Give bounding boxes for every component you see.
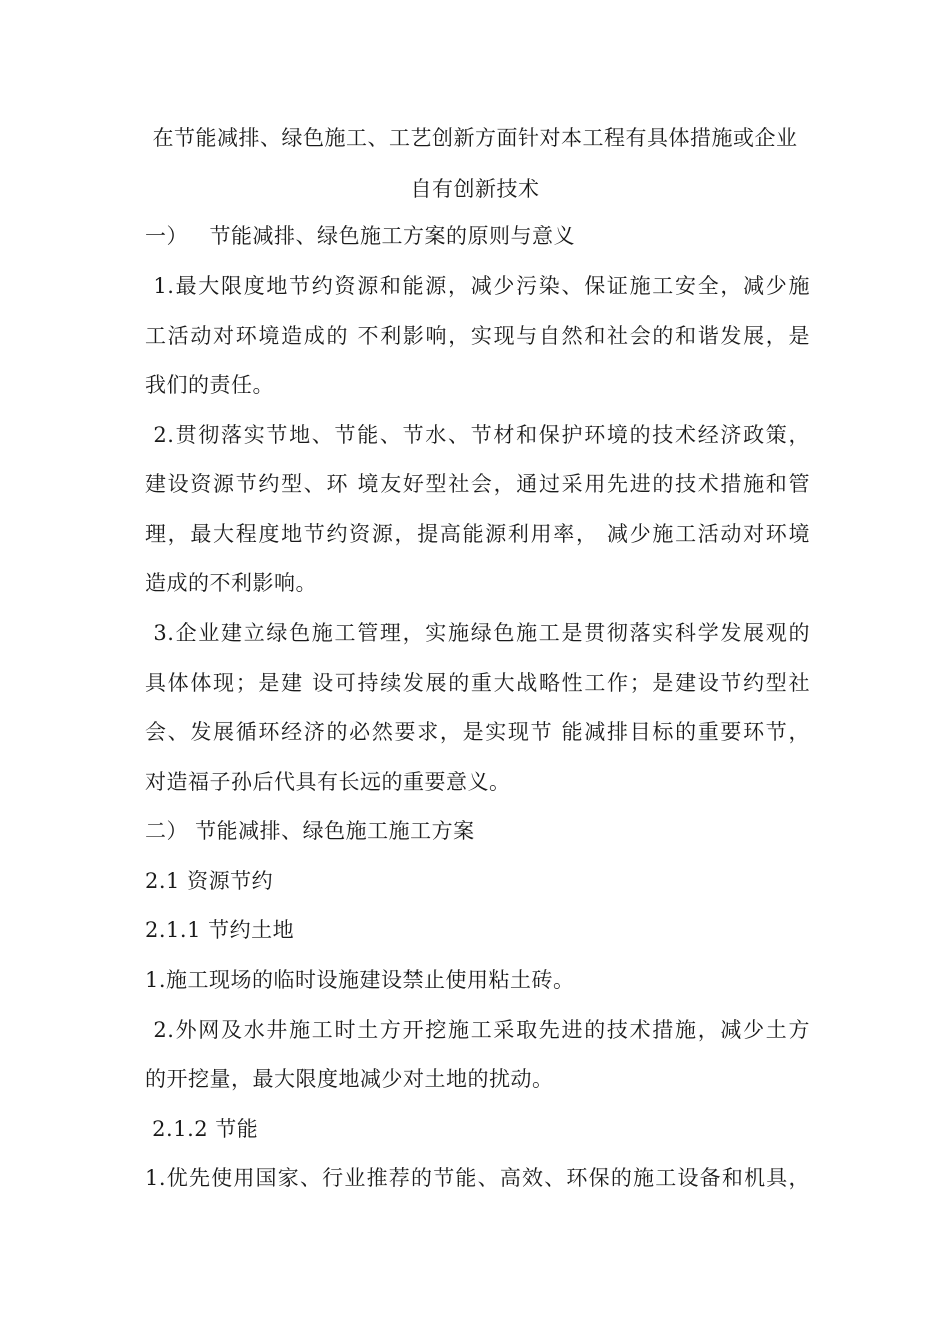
document-title-line-2: 自有创新技术 bbox=[410, 177, 540, 201]
paragraph-2-line-3: 理，最大程度地节约资源，提高能源利用率， 减少施工活动对环境 bbox=[145, 522, 810, 546]
paragraph-3-line-3: 会、发展循环经济的必然要求，是实现节 能减排目标的重要环节， bbox=[145, 720, 810, 744]
paragraph-3-line-4: 对造福子孙后代具有长远的重要意义。 bbox=[145, 770, 511, 794]
land-item-2-line-1: 2.外网及水井施工时土方开挖施工采取先进的技术措施，减少土方 bbox=[145, 1018, 810, 1042]
paragraph-1-line-2: 工活动对环境造成的 不利影响，实现与自然和社会的和谐发展，是 bbox=[145, 324, 810, 348]
paragraph-3-line-1: 3.企业建立绿色施工管理，实施绿色施工是贯彻落实科学发展观的 bbox=[145, 621, 810, 645]
paragraph-1-line-3: 我们的责任。 bbox=[145, 373, 274, 397]
land-item-1: 1.施工现场的临时设施建设禁止使用粘土砖。 bbox=[145, 968, 575, 992]
heading-2-1-2: 2.1.2 节能 bbox=[145, 1117, 259, 1141]
heading-2-1-1: 2.1.1 节约土地 bbox=[145, 918, 295, 942]
paragraph-1-line-1: 1.最大限度地节约资源和能源，减少污染、保证施工安全，减少施 bbox=[145, 274, 810, 298]
land-item-2-line-2: 的开挖量，最大限度地减少对土地的扰动。 bbox=[145, 1067, 554, 1091]
paragraph-3-line-2: 具体体现；是建 设可持续发展的重大战略性工作；是建设节约型社 bbox=[145, 671, 810, 695]
paragraph-2-line-1: 2.贯彻落实节地、节能、节水、节材和保护环境的技术经济政策， bbox=[145, 423, 810, 447]
heading-2-1: 2.1 资源节约 bbox=[145, 869, 274, 893]
paragraph-2-line-4: 造成的不利影响。 bbox=[145, 571, 317, 595]
section-1-heading: 一） 节能减排、绿色施工方案的原则与意义 bbox=[145, 224, 576, 248]
document-title-line-1: 在节能减排、绿色施工、工艺创新方面针对本工程有具体措施或企业 bbox=[152, 126, 798, 150]
section-2-heading: 二） 节能减排、绿色施工施工方案 bbox=[145, 819, 475, 843]
paragraph-2-line-2: 建设资源节约型、环 境友好型社会，通过采用先进的技术措施和管 bbox=[145, 472, 810, 496]
energy-item-1: 1.优先使用国家、行业推荐的节能、高效、环保的施工设备和机具， bbox=[145, 1166, 810, 1190]
